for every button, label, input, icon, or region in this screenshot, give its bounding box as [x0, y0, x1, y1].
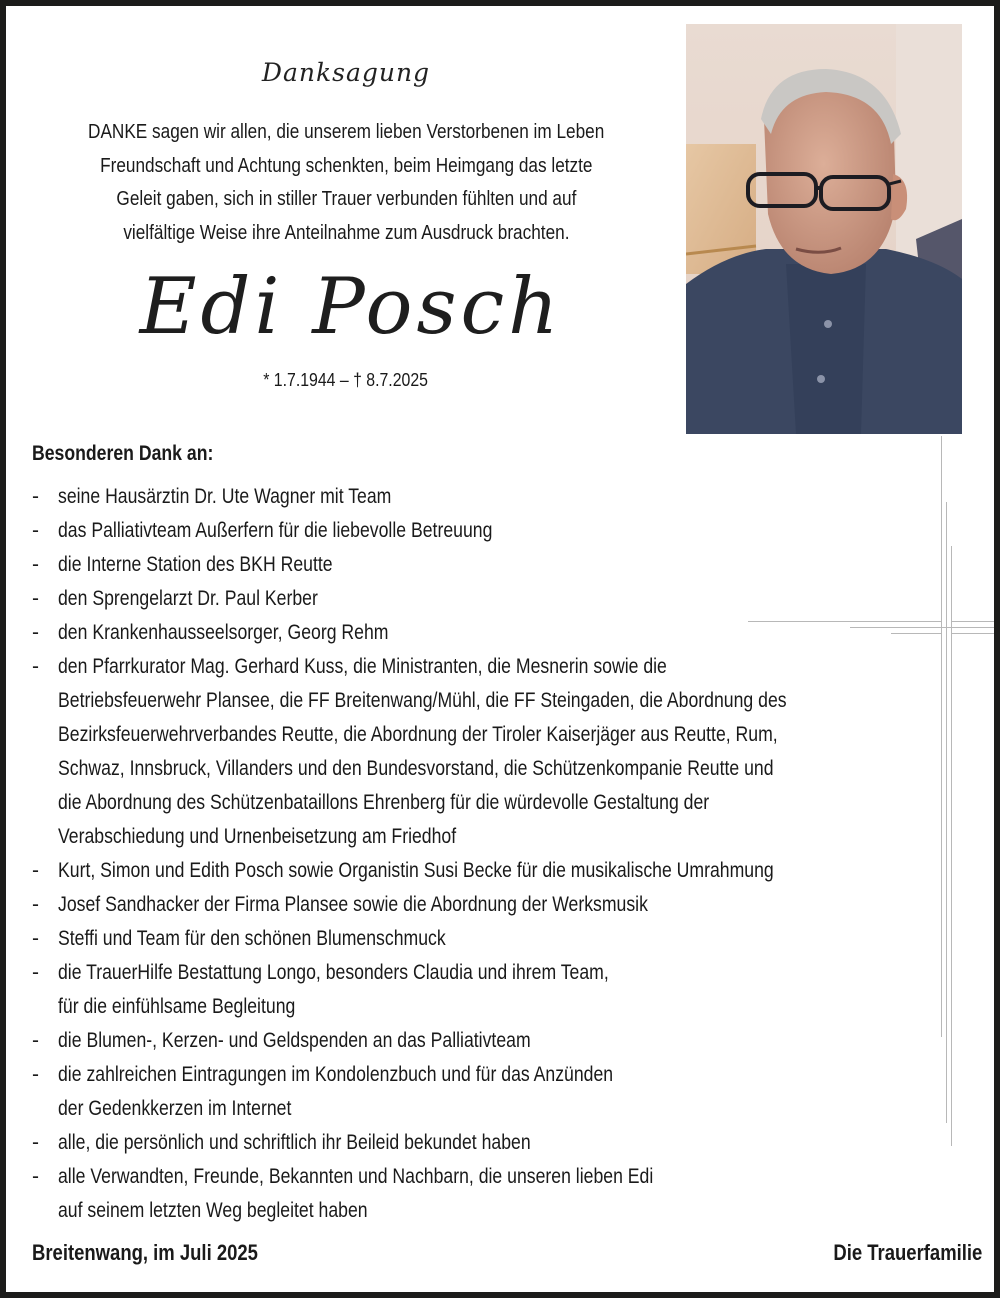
- list-item: [32, 650, 962, 854]
- list-bullet-dash: -: [32, 621, 39, 644]
- list-item-text: seine Hausärztin Dr. Ute Wagner mit Team: [58, 485, 392, 508]
- list-item: [32, 1160, 962, 1228]
- list-bullet-dash: -: [32, 893, 39, 916]
- deceased-name: Edi Posch: [139, 262, 563, 352]
- list-item-text: alle, die persönlich und schriftlich ihr Beileid bekundet haben: [58, 1131, 531, 1154]
- place-date: Breitenwang, im Juli 2025: [32, 1240, 258, 1265]
- list-item-text: alle Verwandten, Freunde, Bekannten und Nachbarn, die unseren lieben Edi: [58, 1165, 654, 1188]
- list-item-text: Bezirksfeuerwehrverbandes Reutte, die Abordnung der Tiroler Kaiserjäger aus Reutte, Rum,: [58, 723, 778, 746]
- list-bullet-dash: -: [32, 859, 39, 882]
- list-item-text: das Palliativteam Außerfern für die liebevolle Betreuung: [58, 519, 493, 542]
- list-bullet-dash: -: [32, 485, 39, 508]
- intro-line: vielfältige Weise ihre Anteilnahme zum Ausdruck brachten.: [122, 221, 570, 244]
- list-bullet-dash: -: [32, 961, 39, 984]
- list-item-text: die TrauerHilfe Bestattung Longo, besonders Claudia und ihrem Team,: [58, 961, 609, 984]
- list-item: [32, 1058, 962, 1126]
- intro-line: DANKE sagen wir allen, die unserem lieben Verstorbenen im Leben: [87, 121, 605, 143]
- list-item: [32, 888, 962, 922]
- list-item-text: Steffi und Team für den schönen Blumenschmuck: [58, 927, 446, 950]
- list-item: [32, 616, 962, 650]
- list-item: [32, 854, 962, 888]
- signature: Die Trauerfamilie: [833, 1240, 982, 1265]
- list-bullet-dash: -: [32, 1131, 39, 1154]
- intro-line: Geleit gaben, sich in stiller Trauer verbunden fühlten und auf: [116, 188, 576, 210]
- list-item: [32, 1024, 962, 1058]
- list-bullet-dash: -: [32, 1029, 39, 1052]
- list-bullet-dash: -: [32, 587, 39, 610]
- list-item-text: der Gedenkkerzen im Internet: [58, 1097, 292, 1120]
- list-item-text: den Pfarrkurator Mag. Gerhard Kuss, die Ministranten, die Mesnerin sowie die: [58, 655, 667, 678]
- life-dates: * 1.7.1944 – † 8.7.2025: [263, 370, 429, 390]
- list-item: [32, 956, 962, 1024]
- list-item-text: Schwaz, Innsbruck, Villanders und den Bundesvorstand, die Schützenkompanie Reutte und: [58, 757, 774, 780]
- page-title: Danksagung: [261, 58, 431, 87]
- list-item-text: Betriebsfeuerwehr Plansee, die FF Breitenwang/Mühl, die FF Steingaden, die Abordnung des: [58, 689, 787, 712]
- portrait-illustration: [686, 24, 962, 434]
- list-bullet-dash: -: [32, 927, 39, 950]
- thanks-list: [32, 480, 962, 1228]
- list-item-text: die Interne Station des BKH Reutte: [58, 553, 333, 576]
- list-item-text: Verabschiedung und Urnenbeisetzung am Friedhof: [58, 825, 457, 848]
- intro-line: Freundschaft und Achtung schenkten, beim Heimgang das letzte: [99, 154, 593, 177]
- list-item-text: die Blumen-, Kerzen- und Geldspenden an das Palliativteam: [58, 1029, 531, 1052]
- list-bullet-dash: -: [32, 519, 39, 542]
- list-item-text: den Krankenhausseelsorger, Georg Rehm: [58, 621, 389, 644]
- list-bullet-dash: -: [32, 1063, 39, 1086]
- list-item-text: Josef Sandhacker der Firma Plansee sowie die Abordnung der Werksmusik: [58, 893, 648, 916]
- list-item-text: Kurt, Simon und Edith Posch sowie Organistin Susi Becke für die musikalische Umrahmung: [58, 859, 774, 882]
- list-item-text: die Abordnung des Schützenbataillons Ehrenberg für die würdevolle Gestaltung der: [58, 791, 710, 814]
- list-bullet-dash: -: [32, 1165, 39, 1188]
- list-item: [32, 922, 962, 956]
- list-item-text: den Sprengelarzt Dr. Paul Kerber: [58, 587, 318, 610]
- list-item-text: auf seinem letzten Weg begleitet haben: [58, 1199, 368, 1222]
- list-item: [32, 1126, 962, 1160]
- list-item: [32, 582, 962, 616]
- list-item: [32, 514, 962, 548]
- obituary-page: [6, 6, 994, 1292]
- list-bullet-dash: -: [32, 655, 39, 678]
- portrait-photo: [686, 24, 962, 434]
- thanks-heading: Besonderen Dank an:: [32, 442, 214, 465]
- list-bullet-dash: -: [32, 553, 39, 576]
- list-item: [32, 548, 962, 582]
- intro-text: [6, 116, 686, 250]
- list-item: [32, 480, 962, 514]
- list-item-text: die zahlreichen Eintragungen im Kondolenzbuch und für das Anzünden: [58, 1063, 614, 1086]
- list-item-text: für die einfühlsame Begleitung: [58, 995, 296, 1018]
